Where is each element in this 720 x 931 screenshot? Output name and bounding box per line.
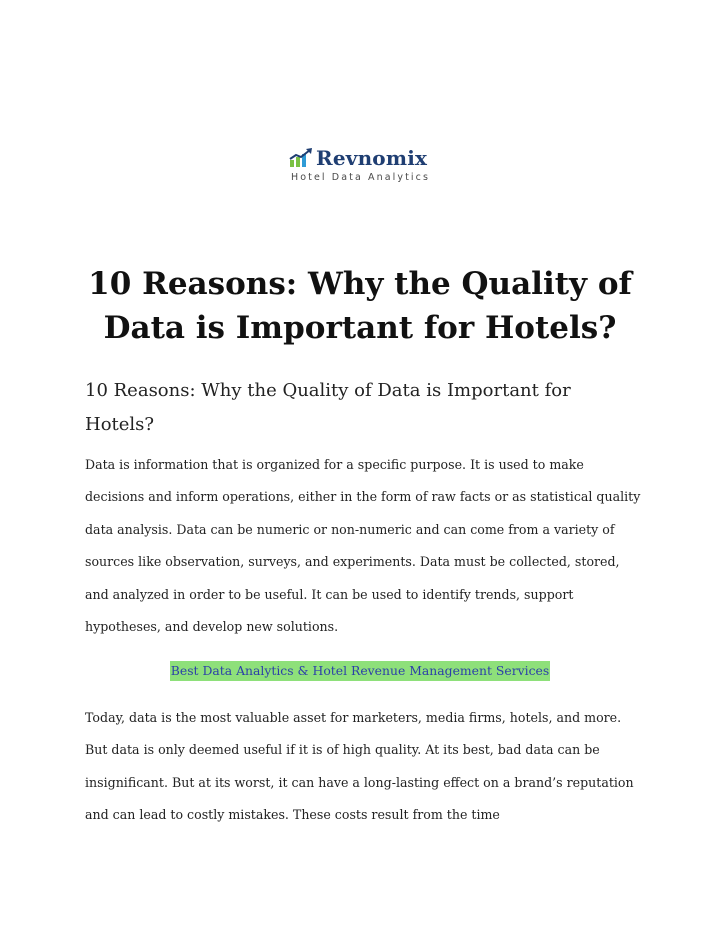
logo-tagline: Hotel Data Analytics [291,172,431,183]
growth-chart-icon [289,148,313,168]
section-heading: 10 Reasons: Why the Quality of Data is Important for Hotels? [85,380,571,435]
services-link[interactable]: Best Data Analytics & Hotel Revenue Management Services [170,661,551,681]
revnomix-logo [289,146,439,186]
body-paragraph: Today, data is the most valuable asset for marketers, media firms, hotels, and more. But data is only deemed useful if it is of high quality. At its best, bad data can be insignificant. But at its worst, it can have a long-lasting effect on a brand’s reputation and can lead to costly mistakes. These costs result from the time [85,710,634,823]
services-link-container [0,660,720,681]
page-title: 10 Reasons: Why the Quality of Data is Important for Hotels? [88,266,632,346]
logo-name: Revnomix [316,146,428,170]
intro-paragraph: Data is information that is organized for a specific purpose. It is used to make decisions and inform operations, either in the form of raw facts or as statistical quality data analysis. Data can be numeric or non-numeric and can come from a variety of sources like observation, surveys, and experiments. Data must be collected, stored, and analyzed in order to be useful. It can be used to identify trends, support hypotheses, and develop new solutions. [85,457,641,635]
